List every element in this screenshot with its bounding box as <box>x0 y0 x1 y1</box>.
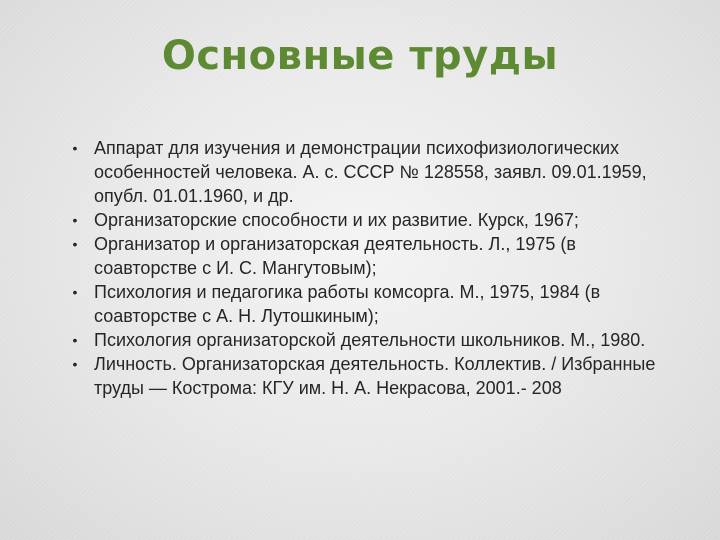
list-item <box>68 280 668 328</box>
bullet-icon: • <box>72 332 78 348</box>
bullet-icon: • <box>72 284 78 300</box>
list-item <box>68 352 668 400</box>
list-item-text: Психология организаторской деятельности школьников. М., 1980. <box>94 330 646 350</box>
bullet-icon: • <box>72 212 78 228</box>
list-item-text: Психология и педагогика работы комсорга. М., 1975, 1984 (в соавторстве с А. Н. Лутошкиным); <box>94 282 601 326</box>
works-list <box>68 136 668 400</box>
list-item-text: Организатор и организаторская деятельность. Л., 1975 (в соавторстве с И. С. Мангутовым); <box>94 234 576 278</box>
list-item-text: Личность. Организаторская деятельность. Коллектив. / Избранные труды — Кострома: КГУ им. Н. А. Некрасова, 2001.- 208 <box>94 354 656 398</box>
list-item <box>68 232 668 280</box>
list-item-text: Организаторские способности и их развитие. Курск, 1967; <box>94 210 579 230</box>
bullet-icon: • <box>72 356 78 372</box>
bullet-icon: • <box>72 140 78 156</box>
list-item <box>68 208 668 232</box>
list-item <box>68 328 668 352</box>
bullet-icon: • <box>72 236 78 252</box>
slide-title: Основные труды <box>161 33 559 79</box>
list-item <box>68 136 668 208</box>
list-item-text: Аппарат для изучения и демонстрации психофизиологических особенностей человека. А. с. СССР № 128558, заявл. 09.01.1959, опубл. 01.01.1960, и др. <box>94 138 647 206</box>
